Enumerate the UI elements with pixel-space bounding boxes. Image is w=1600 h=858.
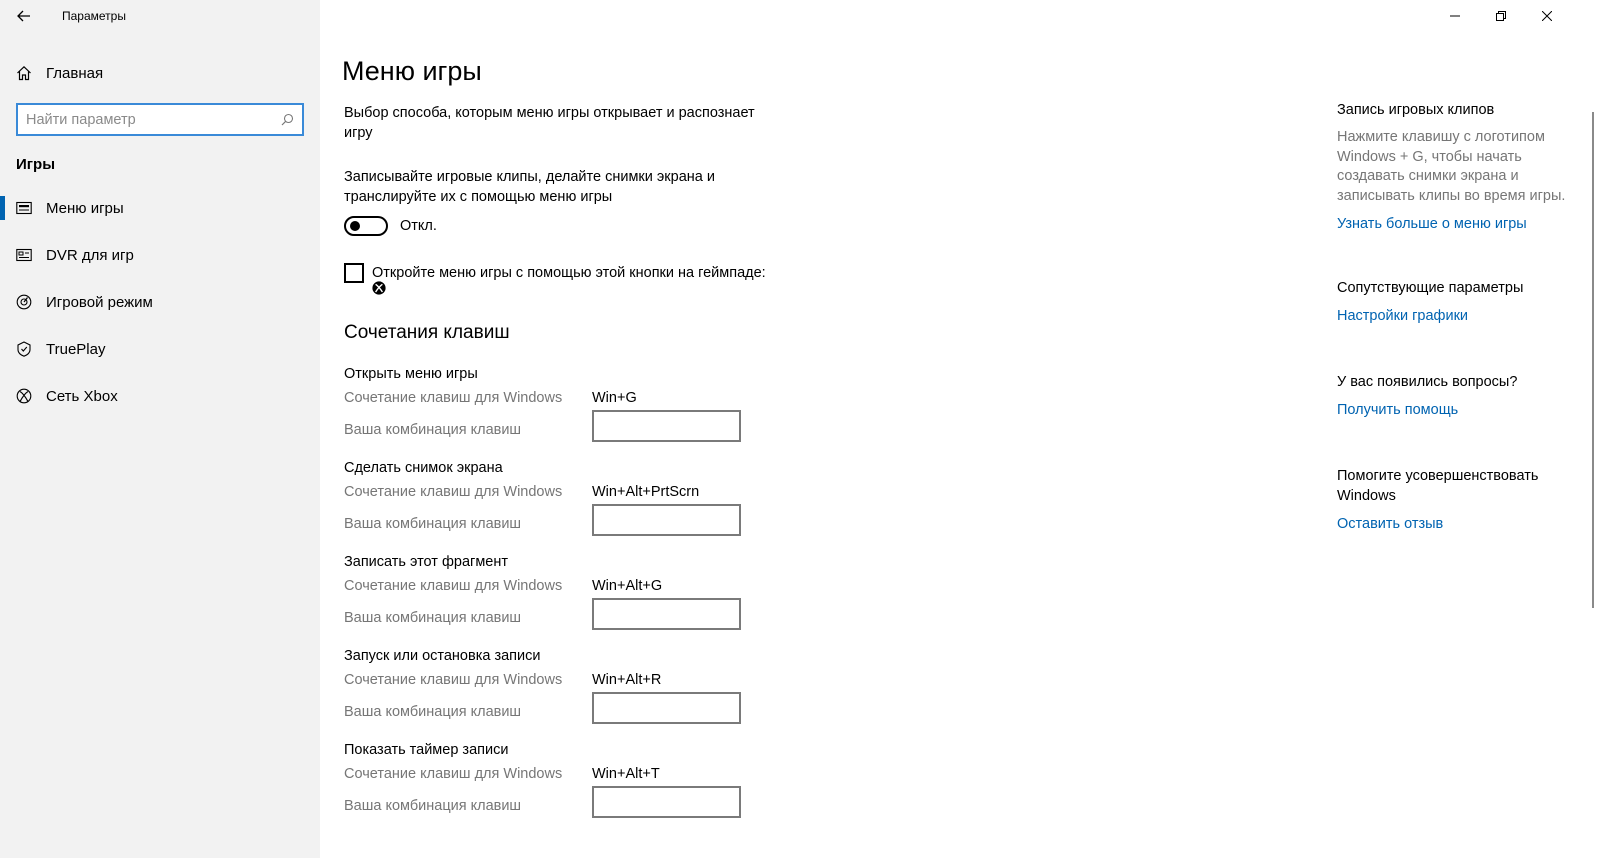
shortcut-windows-keys: Win+Alt+G <box>592 578 663 594</box>
sidebar-item-trueplay[interactable] <box>0 329 320 369</box>
feedback-title: Помогите усовершенствовать Windows <box>1337 468 1539 504</box>
close-icon <box>1542 11 1552 21</box>
close-button[interactable] <box>1524 0 1570 32</box>
search-icon <box>281 113 294 126</box>
shortcut-name: Запуск или остановка записи <box>344 648 541 664</box>
section-title: Игры <box>16 156 56 173</box>
clips-info-text: Нажмите клавишу с логотипом Windows + G, чтобы начать создавать снимки экрана и записывать клипы во время игры. <box>1337 129 1566 204</box>
record-toggle-row <box>344 216 437 236</box>
questions-section <box>1337 372 1587 420</box>
content-pane <box>320 0 1600 858</box>
clips-info-title: Запись игровых клипов <box>1337 102 1495 118</box>
shortcut-windows-label: Сочетание клавиш для Windows <box>344 484 563 500</box>
shortcut-custom-input[interactable] <box>592 598 741 630</box>
shortcut-custom-input[interactable] <box>592 692 741 724</box>
toggle-state-label: Откл. <box>400 218 437 234</box>
record-description: Записывайте игровые клипы, делайте снимки экрана и транслируйте их с помощью меню игры <box>344 169 715 205</box>
sidebar-home[interactable] <box>16 62 103 84</box>
gamepad-checkbox-label: Откройте меню игры с помощью этой кнопки на геймпаде: <box>372 265 766 281</box>
shortcut-custom-label: Ваша комбинация клавиш <box>344 516 522 532</box>
shortcut-windows-keys: Win+Alt+PrtScrn <box>592 484 700 500</box>
game-mode-icon <box>16 294 32 310</box>
shortcut-custom-label: Ваша комбинация клавиш <box>344 422 522 438</box>
gamepad-checkbox[interactable] <box>344 263 364 283</box>
feedback-link[interactable]: Оставить отзыв <box>1337 516 1444 532</box>
xbox-button-icon <box>372 281 386 295</box>
app-title: Параметры <box>62 9 126 23</box>
sidebar-item-label: Меню игры <box>46 199 124 217</box>
game-dvr-icon <box>16 247 32 263</box>
sidebar-item-xbox-network[interactable] <box>0 376 320 416</box>
home-icon <box>16 65 32 81</box>
shortcut-group <box>344 460 784 554</box>
shortcuts-title: Сочетания клавиш <box>344 322 510 343</box>
xbox-icon <box>16 388 32 404</box>
shortcut-name: Показать таймер записи <box>344 742 509 758</box>
shortcut-group <box>344 742 784 836</box>
related-settings-section <box>1337 278 1587 326</box>
minimize-button[interactable] <box>1432 0 1478 32</box>
shortcut-name: Открыть меню игры <box>344 366 478 382</box>
trueplay-icon <box>16 341 32 357</box>
shortcut-custom-label: Ваша комбинация клавиш <box>344 798 522 814</box>
shortcut-custom-input[interactable] <box>592 504 741 536</box>
xbox-button-glyph <box>372 281 386 300</box>
shortcut-name: Сделать снимок экрана <box>344 460 503 476</box>
scrollbar[interactable] <box>1592 112 1594 608</box>
sidebar-item-label: DVR для игр <box>46 246 134 264</box>
shortcut-windows-keys: Win+G <box>592 390 637 406</box>
sidebar-item-label: Игровой режим <box>46 293 153 311</box>
sidebar-item-label: Сеть Xbox <box>46 387 118 405</box>
toggle-knob <box>350 221 360 231</box>
sidebar <box>0 0 320 858</box>
shortcut-group <box>344 648 784 742</box>
shortcut-group <box>344 554 784 648</box>
page-title: Меню игры <box>342 56 482 86</box>
home-label: Главная <box>46 64 104 82</box>
game-bar-icon <box>16 200 32 216</box>
gamepad-checkbox-row <box>344 263 766 283</box>
shortcut-name: Записать этот фрагмент <box>344 554 508 570</box>
feedback-section <box>1337 466 1587 534</box>
get-help-link[interactable]: Получить помощь <box>1337 402 1459 418</box>
shortcut-custom-input[interactable] <box>592 786 741 818</box>
related-settings-title: Сопутствующие параметры <box>1337 280 1524 296</box>
sidebar-item-label: TruePlay <box>46 340 106 358</box>
shortcut-group <box>344 366 784 460</box>
back-button[interactable] <box>12 4 36 28</box>
sidebar-item-game-dvr[interactable] <box>0 235 320 275</box>
shortcut-windows-label: Сочетание клавиш для Windows <box>344 672 563 688</box>
sidebar-item-game-bar[interactable] <box>0 188 320 228</box>
questions-title: У вас появились вопросы? <box>1337 374 1518 390</box>
record-toggle[interactable] <box>344 216 388 236</box>
clips-info-section <box>1337 100 1587 234</box>
restore-icon <box>1496 11 1506 21</box>
shortcut-windows-keys: Win+Alt+T <box>592 766 660 782</box>
shortcut-custom-label: Ваша комбинация клавиш <box>344 610 522 626</box>
restore-button[interactable] <box>1478 0 1524 32</box>
sidebar-item-game-mode[interactable] <box>0 282 320 322</box>
minimize-icon <box>1450 11 1460 21</box>
search-box[interactable] <box>16 103 304 136</box>
shortcut-custom-label: Ваша комбинация клавиш <box>344 704 522 720</box>
graphics-settings-link[interactable]: Настройки графики <box>1337 308 1469 324</box>
shortcut-windows-label: Сочетание клавиш для Windows <box>344 390 563 406</box>
back-arrow-icon <box>17 10 31 22</box>
shortcut-windows-keys: Win+Alt+R <box>592 672 662 688</box>
shortcut-windows-label: Сочетание клавиш для Windows <box>344 766 563 782</box>
shortcut-custom-input[interactable] <box>592 410 741 442</box>
search-input[interactable] <box>26 112 281 128</box>
page-description: Выбор способа, которым меню игры открывает и распознает игру <box>344 105 755 141</box>
shortcut-windows-label: Сочетание клавиш для Windows <box>344 578 563 594</box>
learn-more-link[interactable]: Узнать больше о меню игры <box>1337 216 1527 232</box>
